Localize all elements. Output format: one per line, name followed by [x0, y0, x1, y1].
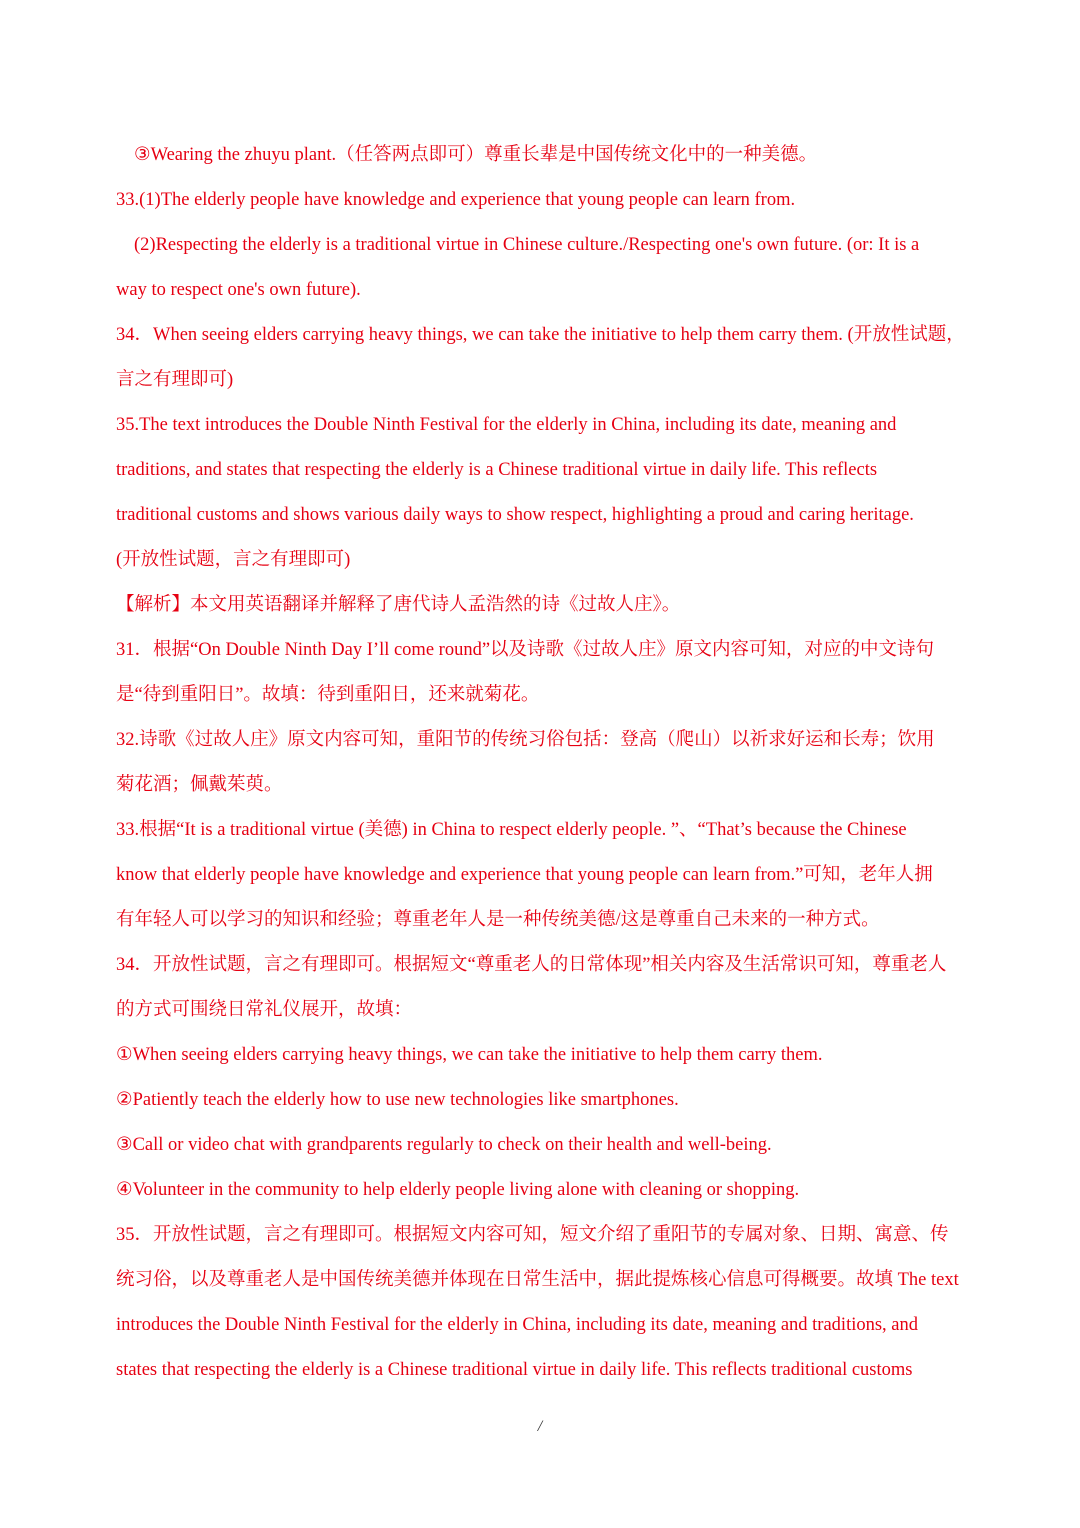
answer-line-34-cont: 言之有理即可)	[116, 370, 234, 390]
page-footer: /	[537, 1418, 543, 1435]
answer-line-34: 34．When seeing elders carrying heavy things, we can take the initiative to help them carry them. (开放性试题，	[116, 325, 965, 345]
analysis-line-35-cont1: 统习俗，以及尊重老人是中国传统美德并体现在日常生活中，据此提炼核心信息可得概要。故填 The text	[116, 1270, 959, 1290]
analysis-line-35-cont2: introduces the Double Ninth Festival for the elderly in China, including its date, meaning and traditions, and	[116, 1315, 919, 1335]
analysis-line-34-cont: 的方式可围绕日常礼仪展开，故填：	[116, 1000, 413, 1020]
analysis-line-33: 33.根据“It is a traditional virtue (美德) in China to respect elderly people. ”、“That’s because the Chinese	[116, 820, 907, 840]
analysis-line-32: 32.诗歌《过故人庄》原文内容可知，重阳节的传统习俗包括：登高（爬山）以祈求好运和长寿；饮用	[116, 730, 935, 750]
analysis-line-32-cont: 菊花酒；佩戴茱萸。	[116, 775, 283, 795]
analysis-line-34-item4: ④Volunteer in the community to help elderly people living alone with cleaning or shopping.	[116, 1180, 800, 1200]
answer-line-35: 35.The text introduces the Double Ninth Festival for the elderly in China, including its date, meaning and	[116, 415, 897, 435]
answer-line-35-cont2: traditional customs and shows various daily ways to show respect, highlighting a proud and caring heritage.	[116, 505, 914, 525]
analysis-line-34-item1: ①When seeing elders carrying heavy things, we can take the initiative to help them carry them.	[116, 1045, 823, 1065]
analysis-line-31-cont: 是“待到重阳日”。故填：待到重阳日，还来就菊花。	[116, 685, 540, 705]
analysis-line-34-item2: ②Patiently teach the elderly how to use new technologies like smartphones.	[116, 1090, 679, 1110]
analysis-line-34-item3: ③Call or video chat with grandparents regularly to check on their health and well-being.	[116, 1135, 772, 1155]
answer-line-33-part2-cont: way to respect one's own future).	[116, 280, 361, 300]
answer-line-35-note: (开放性试题，言之有理即可)	[116, 550, 351, 570]
analysis-line-33-cont1: know that elderly people have knowledge and experience that young people can learn from.”可知，老年人拥	[116, 865, 933, 885]
answer-line-35-cont1: traditions, and states that respecting the elderly is a Chinese traditional virtue in daily life. This reflects	[116, 460, 878, 480]
analysis-heading: 【解析】本文用英语翻译并解释了唐代诗人孟浩然的诗《过故人庄》。	[116, 595, 681, 615]
analysis-line-33-cont2: 有年轻人可以学习的知识和经验；尊重老年人是一种传统美德/这是尊重自己未来的一种方式。	[116, 910, 880, 930]
analysis-line-34: 34．开放性试题，言之有理即可。根据短文“尊重老人的日常体现”相关内容及生活常识可知，尊重老人	[116, 955, 947, 975]
analysis-line-35-cont3: states that respecting the elderly is a Chinese traditional virtue in daily life. This reflects traditional customs	[116, 1360, 913, 1380]
analysis-line-35: 35．开放性试题，言之有理即可。根据短文内容可知，短文介绍了重阳节的专属对象、日期、寓意、传	[116, 1225, 949, 1245]
answer-line-33-part2: (2)Respecting the elderly is a traditional virtue in Chinese culture./Respecting one's own future. (or: It is a	[134, 235, 920, 255]
analysis-line-31: 31．根据“On Double Ninth Day I’ll come round”以及诗歌《过故人庄》原文内容可知，对应的中文诗句	[116, 640, 935, 660]
answer-line-32-item3: ③Wearing the zhuyu plant.（任答两点即可）尊重长辈是中国传统文化中的一种美德。	[134, 145, 818, 165]
answer-line-33-part1: 33.(1)The elderly people have knowledge and experience that young people can learn from.	[116, 190, 796, 210]
